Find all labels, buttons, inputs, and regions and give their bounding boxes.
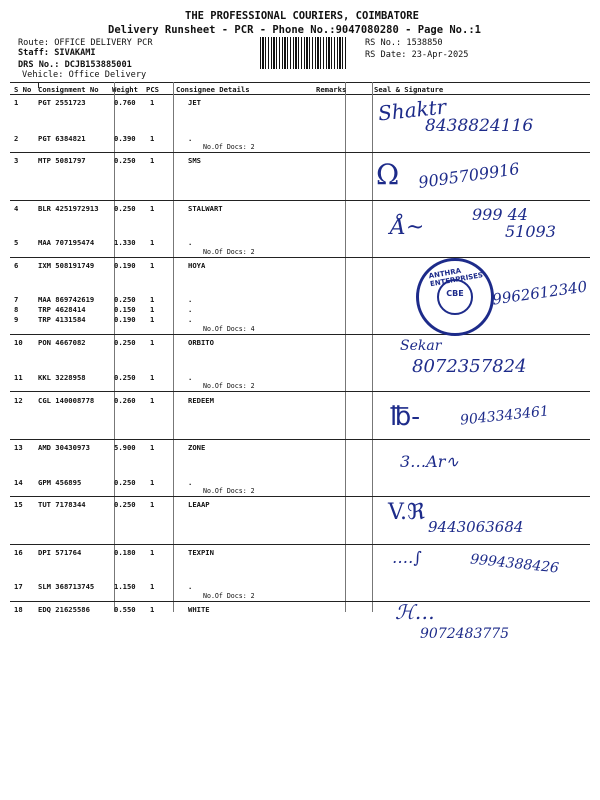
- signature-mark: Å~: [390, 215, 425, 240]
- row-sno: 13: [14, 443, 23, 452]
- row-consignment: MAA 707195474: [38, 238, 95, 247]
- row-pcs: 1: [150, 261, 155, 270]
- row-consignment: PGT 2551723: [38, 98, 86, 107]
- group-rule: [10, 152, 590, 153]
- signature-phone: 8072357824: [412, 356, 527, 377]
- row-consignee: ORBITO: [188, 338, 214, 347]
- row-sno: 2: [14, 134, 19, 143]
- col-divider: [372, 82, 373, 612]
- row-weight: 0.250: [114, 373, 136, 382]
- row-weight: 0.260: [114, 396, 136, 405]
- row-weight: 0.550: [114, 605, 136, 614]
- row-consignee: TEXPIN: [188, 548, 214, 557]
- signature-phone: 51093: [505, 222, 556, 241]
- row-consignment: EDQ 21625586: [38, 605, 90, 614]
- company-title: THE PROFESSIONAL COURIERS, COIMBATORE: [185, 10, 419, 22]
- row-consignee: .: [188, 315, 193, 324]
- col-weight: Weight: [112, 85, 138, 94]
- row-sno: 16: [14, 548, 23, 557]
- col-sno: S No: [14, 85, 32, 94]
- row-consignee: LEAAP: [188, 500, 210, 509]
- signature-phone: 9443063684: [428, 518, 524, 536]
- drs-no: DRS No.: DCJB153885001: [18, 60, 132, 70]
- row-consignee: HOYA: [188, 261, 206, 270]
- signature-phone: 9072483775: [420, 626, 510, 642]
- row-consignment: DPI 571764: [38, 548, 82, 557]
- row-consignment: GPM 456895: [38, 478, 82, 487]
- barcode: [260, 37, 348, 69]
- signature-phone: 9962612340: [491, 277, 589, 309]
- row-consignment: BLR 4251972913: [38, 204, 99, 213]
- row-sno: 12: [14, 396, 23, 405]
- row-weight: 0.180: [114, 548, 136, 557]
- row-weight: 0.250: [114, 156, 136, 165]
- row-consignment: CGL 140008778: [38, 396, 95, 405]
- row-consignee: .: [188, 238, 193, 247]
- signature-phone: 999 44: [472, 205, 528, 224]
- group-rule: [10, 334, 590, 335]
- row-consignment: KKL 3228958: [38, 373, 86, 382]
- row-pcs: 1: [150, 204, 155, 213]
- row-weight: 1.330: [114, 238, 136, 247]
- row-pcs: 1: [150, 443, 155, 452]
- staff: Staff: SIVAKAMI: [18, 48, 96, 58]
- group-rule: [10, 391, 590, 392]
- col-consignment: Consignment No: [38, 85, 99, 94]
- group-rule: [10, 257, 590, 258]
- row-consignee: .: [188, 134, 193, 143]
- row-weight: 0.390: [114, 134, 136, 143]
- row-pcs: 1: [150, 396, 155, 405]
- row-consignment: AMD 30430973: [38, 443, 90, 452]
- row-consignee: .: [188, 373, 193, 382]
- docs-count: No.Of Docs: 2: [203, 487, 255, 495]
- row-consignee: .: [188, 478, 193, 487]
- signature-phone: 9095709916: [417, 159, 521, 192]
- row-weight: 0.250: [114, 338, 136, 347]
- row-consignee: SMS: [188, 156, 201, 165]
- row-pcs: 1: [150, 605, 155, 614]
- col-consignee: Consignee Details: [176, 85, 250, 94]
- row-consignee: .: [188, 305, 193, 314]
- row-sno: 11: [14, 373, 23, 382]
- docs-count: No.Of Docs: 2: [203, 248, 255, 256]
- docs-count: No.Of Docs: 4: [203, 325, 255, 333]
- signature-phone: 8438824116: [425, 116, 534, 136]
- row-pcs: 1: [150, 98, 155, 107]
- signature-mark: ℋ…: [395, 600, 435, 624]
- row-weight: 0.190: [114, 315, 136, 324]
- company-stamp: [416, 258, 494, 336]
- row-weight: 0.250: [114, 295, 136, 304]
- row-consignment: PON 4667082: [38, 338, 86, 347]
- row-pcs: 1: [150, 478, 155, 487]
- signature: Shaktr: [376, 94, 448, 126]
- runsheet-title: Delivery Runsheet - PCR - Phone No.:9047080280 - Page No.:1: [108, 24, 481, 36]
- row-pcs: 1: [150, 315, 155, 324]
- row-consignment: TRP 4628414: [38, 305, 86, 314]
- row-pcs: 1: [150, 373, 155, 382]
- row-pcs: 1: [150, 134, 155, 143]
- row-weight: 0.250: [114, 500, 136, 509]
- col-remarks: Remarks: [316, 85, 347, 94]
- col-seal: Seal & Signature: [374, 85, 444, 94]
- row-sno: 9: [14, 315, 19, 324]
- row-pcs: 1: [150, 238, 155, 247]
- route: Route: OFFICE DELIVERY PCR: [18, 38, 153, 48]
- row-sno: 15: [14, 500, 23, 509]
- signature: Sekar: [400, 338, 442, 354]
- group-rule: [10, 544, 590, 545]
- docs-count: No.Of Docs: 2: [203, 592, 255, 600]
- row-pcs: 1: [150, 295, 155, 304]
- group-rule: [10, 601, 590, 602]
- row-consignment: TUT 7178344: [38, 500, 86, 509]
- row-consignee: .: [188, 582, 193, 591]
- row-weight: 5.900: [114, 443, 136, 452]
- signature-mark: ℔-: [390, 402, 421, 432]
- col-divider: [345, 82, 346, 612]
- row-consignee: REDEEM: [188, 396, 214, 405]
- row-pcs: 1: [150, 338, 155, 347]
- row-weight: 0.760: [114, 98, 136, 107]
- row-consignment: MTP 5081797: [38, 156, 86, 165]
- stamp-ring-text: ANTHRA ENTERPRISES: [428, 266, 484, 289]
- group-rule: [10, 496, 590, 497]
- row-consignee: ZONE: [188, 443, 206, 452]
- table-top-rule: [10, 82, 590, 83]
- signature-mark: V.ℜ: [388, 500, 425, 525]
- docs-count: No.Of Docs: 2: [203, 382, 255, 390]
- row-sno: 3: [14, 156, 19, 165]
- row-weight: 0.190: [114, 261, 136, 270]
- row-sno: 18: [14, 605, 23, 614]
- signature-mark: Ω: [376, 158, 400, 191]
- row-consignee: STALWART: [188, 204, 223, 213]
- signature-mark: ․…∫: [392, 548, 422, 567]
- row-sno: 6: [14, 261, 19, 270]
- row-weight: 0.250: [114, 478, 136, 487]
- row-sno: 7: [14, 295, 19, 304]
- signature-phone: 9043343461: [459, 403, 550, 429]
- col-divider: [173, 82, 174, 612]
- vehicle: Vehicle: Office Delivery: [22, 70, 147, 80]
- row-sno: 10: [14, 338, 23, 347]
- header-rule: [10, 94, 590, 95]
- row-consignment: PGT 6384821: [38, 134, 86, 143]
- row-pcs: 1: [150, 582, 155, 591]
- row-sno: 1: [14, 98, 19, 107]
- row-pcs: 1: [150, 305, 155, 314]
- row-consignment: MAA 869742619: [38, 295, 95, 304]
- signature-phone: 9994388426: [469, 551, 560, 577]
- rs-date: RS Date: 23-Apr-2025: [365, 50, 469, 60]
- row-sno: 14: [14, 478, 23, 487]
- row-sno: 8: [14, 305, 19, 314]
- row-weight: 0.250: [114, 204, 136, 213]
- row-pcs: 1: [150, 548, 155, 557]
- row-consignee: .: [188, 295, 193, 304]
- stamp-center: CBE: [446, 289, 464, 298]
- row-sno: 17: [14, 582, 23, 591]
- rs-no: RS No.: 1538850: [365, 38, 443, 48]
- row-pcs: 1: [150, 156, 155, 165]
- row-weight: 0.150: [114, 305, 136, 314]
- docs-count: No.Of Docs: 2: [203, 143, 255, 151]
- row-consignment: TRP 4131584: [38, 315, 86, 324]
- row-consignee: JET: [188, 98, 201, 107]
- row-consignment: SLM 368713745: [38, 582, 95, 591]
- col-pcs: PCS: [146, 85, 159, 94]
- row-pcs: 1: [150, 500, 155, 509]
- signature-mark: 3…Ar∿: [400, 452, 459, 471]
- group-rule: [10, 439, 590, 440]
- row-consignee: WHITE: [188, 605, 210, 614]
- row-weight: 1.150: [114, 582, 136, 591]
- row-consignment: IXM 508191749: [38, 261, 95, 270]
- row-sno: 4: [14, 204, 19, 213]
- row-sno: 5: [14, 238, 19, 247]
- group-rule: [10, 200, 590, 201]
